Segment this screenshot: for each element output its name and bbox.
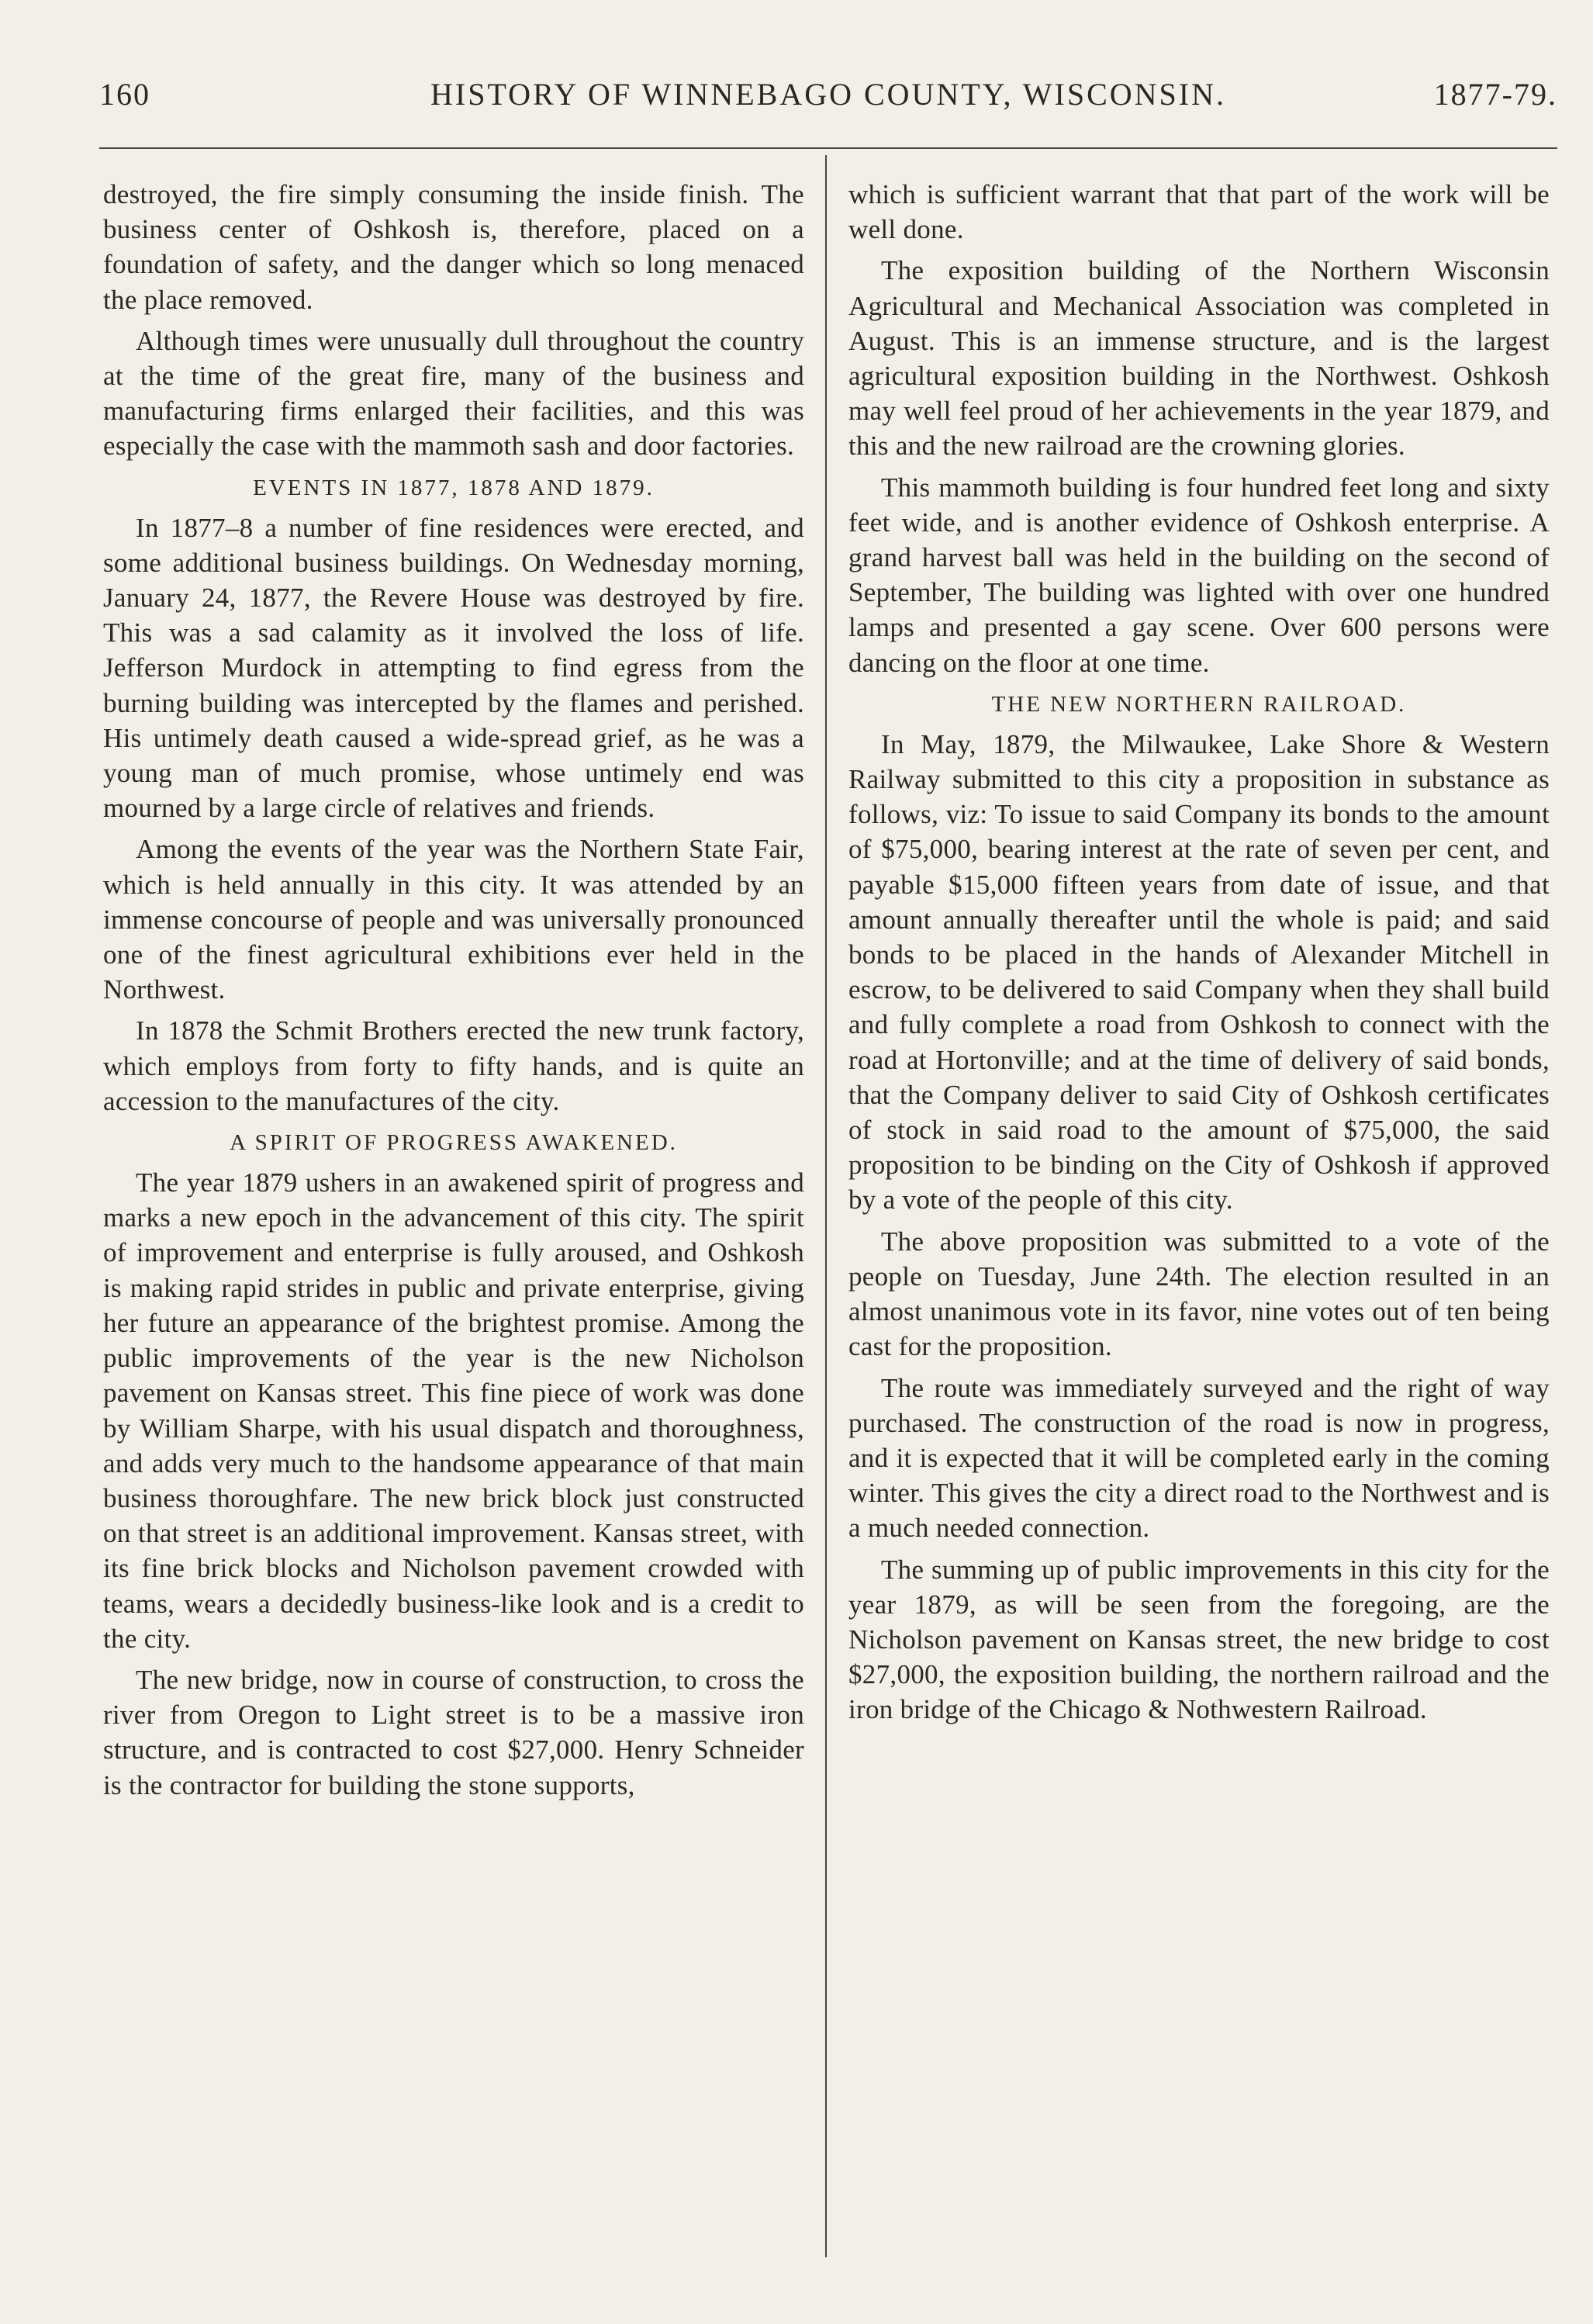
section-heading: THE NEW NORTHERN RAILROAD.	[991, 691, 1407, 717]
section-heading: A SPIRIT OF PROGRESS AWAKENED.	[230, 1130, 678, 1156]
column-divider	[825, 155, 827, 2257]
header-rule	[99, 147, 1557, 149]
left-column	[103, 177, 804, 1809]
paragraph: Among the events of the year was the Northern State Fair, which is held annually in this city. It was attended by an immense concourse of people and was universally pronounced one of the finest agricultural exhibitions ever held in the Northwest.	[103, 834, 804, 1005]
paragraph: The above proposition was submitted to a vote of the people on Tuesday, June 24th. The election resulted in an almost unanimous vote in its favor, nine votes out of ten being cast for the proposition.	[848, 1226, 1550, 1362]
paragraph: The route was immediately surveyed and the right of way purchased. The construction of the road is now in progress, and it is expected that it will be completed early in the coming winter. This gives the city a direct road to the Northwest and is a much needed connection.	[848, 1372, 1550, 1544]
paragraph: The year 1879 ushers in an awakened spirit of progress and marks a new epoch in the advancement of this city. The spirit of improvement and enterprise is fully aroused, and Oshkosh is making rapid strides in public and private enterprise, giving her future an appearance of the brightest promise. Among the public improvements of the year is the new Nicholson pavement on Kansas street. This fine piece of work was done by William Sharpe, with his usual dispatch and thoroughness, and adds very much to the handsome appearance of that main business thoroughfare. The new brick block just constructed on that street is an additional improvement. Kansas street, with its fine brick blocks and Nicholson pavement crowded with teams, wears a decidedly business-like look and is a credit to the city.	[103, 1167, 804, 1654]
paragraph: In 1877–8 a number of fine residences were erected, and some additional business buildings. On Wednesday morning, January 24, 1877, the Revere House was destroyed by fire. This was a sad calamity as it involved the loss of life. Jefferson Murdock in attempting to find egress from the burning building was intercepted by the flames and perished. His untimely death caused a wide-spread grief, as he was a young man of much promise, whose untimely end was mourned by a large circle of relatives and friends.	[103, 512, 804, 824]
paragraph: The new bridge, now in course of construction, to cross the river from Oregon to Light street is to be a massive iron structure, and is contracted to cost $27,000. Henry Schneider is the contractor for building the stone supports,	[103, 1664, 804, 1800]
section-heading: EVENTS IN 1877, 1878 AND 1879.	[253, 475, 655, 500]
paragraph: which is sufficient warrant that that part of the work will be well done.	[848, 179, 1550, 245]
running-header	[99, 76, 1557, 123]
paragraph: destroyed, the fire simply consuming the inside finish. The business center of Oshkosh is, therefore, placed on a foundation of safety, and the danger which so long menaced the place removed.	[103, 179, 804, 315]
paragraph: The exposition building of the Northern Wisconsin Agricultural and Mechanical Association was completed in August. This is an immense structure, and is the largest agricultural exposition building in the Northwest. Oshkosh may well feel proud of her achievements in the year 1879, and this and the new railroad are the crowning glories.	[848, 255, 1550, 462]
paragraph: The summing up of public improvements in this city for the year 1879, as will be seen from the foregoing, are the Nicholson pavement on Kansas street, the new bridge to cost $27,000, the exposition building, the northern railroad and the iron bridge of the Chicago & Nothwestern Railroad.	[848, 1554, 1550, 1725]
running-title: HISTORY OF WINNEBAGO COUNTY, WISCONSIN.	[430, 77, 1226, 112]
paragraph: In 1878 the Schmit Brothers erected the new trunk factory, which employs from forty to fifty hands, and is quite an accession to the manufactures of the city.	[103, 1015, 804, 1116]
paragraph: Although times were unusually dull throughout the country at the time of the great fire, many of the business and manufacturing firms enlarged their facilities, and this was especially the case with the mammoth sash and door factories.	[103, 325, 804, 462]
page-number: 160	[99, 77, 150, 112]
paragraph: In May, 1879, the Milwaukee, Lake Shore & Western Railway submitted to this city a proposition in substance as follows, viz: To issue to said Company its bonds to the amount of $75,000, bearing interest at the rate of seven per cent, and payable $15,000 fifteen years from date of issue, and that amount annually thereafter until the whole is paid; and said bonds to be placed in the hands of Alexander Mitchell in escrow, to be delivered to said Company when they shall build and fully complete a road from Oshkosh to connect with the road at Hortonville; and at the time of delivery of said bonds, that the Company deliver to said City of Oshkosh certificates of stock in said road to the amount of $75,000, the said proposition to be binding on the City of Oshkosh if approved by a vote of the people of this city.	[848, 728, 1550, 1216]
paragraph: This mammoth building is four hundred feet long and sixty feet wide, and is another evidence of Oshkosh enterprise. A grand harvest ball was held in the building on the second of September, The building was lighted with over one hundred lamps and presented a gay scene. Over 600 persons were dancing on the floor at one time.	[848, 472, 1550, 678]
right-column	[848, 177, 1550, 1734]
header-years: 1877-79.	[1433, 77, 1557, 112]
